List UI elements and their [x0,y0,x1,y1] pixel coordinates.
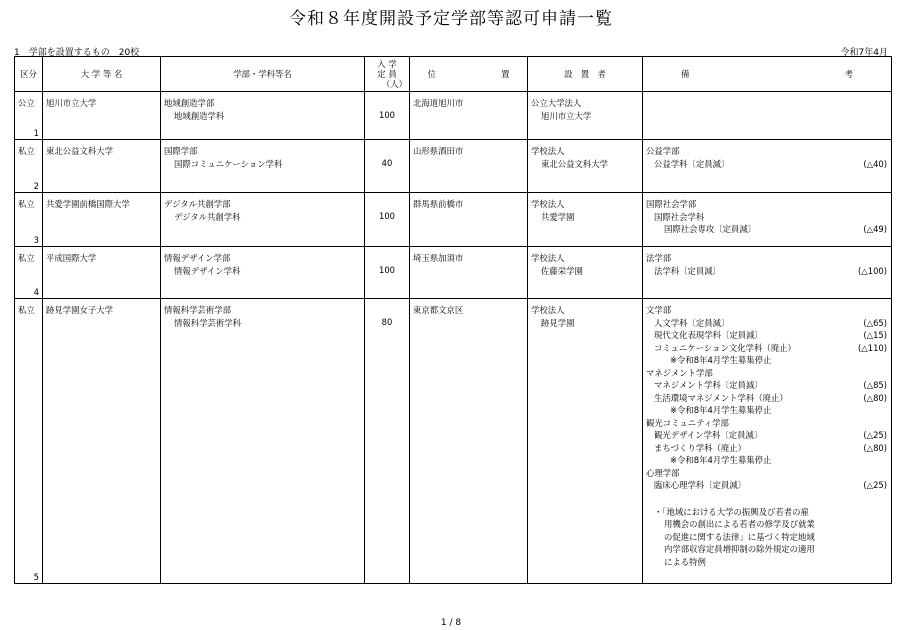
department-name: デジタル共創学科 [174,211,241,222]
row-number: 4 [33,287,39,297]
note-text: 文学部 [646,305,672,315]
note-text: ※令和8年4月学生募集停止 [670,405,772,415]
kubun-cell [15,193,43,247]
bullet-line: 用機会の創出による若者の修学及び就業 [664,519,815,529]
faculty-cell [161,299,365,584]
kubun-label: 私立 [18,199,35,209]
row-number: 1 [33,128,39,138]
university-name: 東北公益文科大学 [46,146,113,156]
note-value: (△15) [863,330,887,340]
department-name: 地域創造学科 [174,110,225,121]
location-cell [410,247,528,299]
location-text: 山形県酒田市 [413,146,464,156]
kubun-label: 私立 [18,305,35,315]
location-cell [410,140,528,193]
notes-cell [643,92,892,140]
capacity-value: 100 [379,211,395,221]
establisher-cell [528,299,643,584]
table-row [15,193,892,247]
kubun-cell [15,299,43,584]
note-line [646,417,887,430]
notes-cell [643,140,892,193]
section-heading: 1 学部を設置するもの 20校 [14,48,140,58]
header-capacity-unit: （人） [381,79,407,89]
capacity-cell [365,193,410,247]
kubun-cell [15,92,43,140]
note-text: 法学部 [646,253,672,263]
establisher-cell [528,247,643,299]
university-cell [43,92,161,140]
table-row [15,247,892,299]
note-value: (△40) [863,158,887,169]
establisher-name: 旭川市立大学 [541,110,592,121]
location-cell [410,193,528,247]
note-text: 公益学科〔定員減〕 [654,158,730,169]
bullet-line: 内学部収容定員増抑制の除外規定の適用 [664,544,815,554]
note-line [646,442,887,455]
header-capacity-top: 入 学 [377,59,397,69]
capacity-cell [365,92,410,140]
note-text: 臨床心理学科〔定員減〕 [654,480,747,490]
table-row [15,140,892,193]
header-capacity [365,57,410,92]
note-value: (△80) [863,392,887,403]
note-text: 法学科〔定員減〕 [654,265,721,276]
notes-cell [643,299,892,584]
establisher-type: 公立大学法人 [531,98,582,108]
note-value: (△65) [863,317,887,328]
table-row [15,299,892,584]
header-location-a: 位 [427,69,436,79]
university-name: 旭川市立大学 [46,98,97,108]
header-university: 大 学 等 名 [43,57,161,92]
bullet-line: の促進に関する法律」に基づく特定地域 [664,531,815,542]
header-location [410,57,528,92]
table-row [15,92,892,140]
location-text: 群馬県前橋市 [413,199,464,209]
kubun-label: 私立 [18,146,35,156]
university-name: 跡見学園女子大学 [46,305,113,315]
note-line [646,198,887,211]
note-line [646,367,887,380]
note-bullet [646,506,887,569]
faculty-cell [161,193,365,247]
university-cell [43,299,161,584]
establisher-type: 学校法人 [531,146,565,156]
capacity-cell [365,299,410,584]
header-notes-b: 考 [844,69,854,79]
faculty-name: デジタル共創学部 [164,199,231,209]
capacity-value: 40 [381,158,393,168]
university-cell [43,193,161,247]
note-line [646,342,887,355]
kubun-cell [15,247,43,299]
note-text: 国際社会専攻〔定員減〕 [664,224,757,234]
header-location-b: 置 [501,69,510,79]
capacity-value: 100 [379,265,395,275]
note-line [646,252,887,265]
department-name: 国際コミュニケーション学科 [174,158,283,169]
note-text: ※令和8年4月学生募集停止 [670,455,772,465]
header-notes-a: 備 [680,69,690,79]
row-number: 2 [33,181,39,191]
note-line [646,454,887,467]
note-text: 心理学部 [646,467,680,478]
establisher-type: 学校法人 [531,253,565,263]
document-date: 令和7年4月 [840,48,888,58]
note-text: 人文学科〔定員減〕 [654,317,730,328]
note-text: 観光コミュニティ学部 [646,417,729,428]
note-text: ※令和8年4月学生募集停止 [670,355,772,365]
note-line [646,467,887,480]
capacity-cell [365,247,410,299]
location-cell [410,92,528,140]
establisher-cell [528,92,643,140]
note-line [646,265,887,278]
note-line [646,429,887,442]
note-value: (△49) [863,224,887,234]
location-cell [410,299,528,584]
note-text: 国際社会学科 [654,211,705,222]
note-line [646,317,887,330]
university-name: 共愛学園前橋国際大学 [46,199,130,209]
note-value: (△85) [863,380,887,390]
establisher-cell [528,193,643,247]
header-kubun: 区分 [15,57,43,92]
note-line [646,354,887,367]
establisher-name: 佐藤栄学園 [541,265,583,276]
faculty-cell [161,247,365,299]
faculty-cell [161,140,365,193]
bullet-line: ・「地域における大学の振興及び若者の雇 [654,506,809,517]
notes-cell [643,193,892,247]
establisher-name: 共愛学園 [541,211,575,222]
note-value: (△25) [863,430,887,440]
capacity-value: 80 [381,317,393,327]
location-text: 東京都文京区 [413,305,464,315]
department-name: 情報科学芸術学科 [174,317,241,328]
note-line [646,329,887,342]
note-text: 現代文化表現学科〔定員減〕 [654,330,763,340]
notes-cell [643,247,892,299]
establisher-cell [528,140,643,193]
note-line [646,379,887,392]
location-text: 埼玉県加須市 [413,253,464,263]
note-value: (△110) [858,342,887,353]
note-value: (△80) [863,442,887,453]
note-value: (△25) [863,480,887,490]
note-value: (△100) [858,265,887,276]
row-number: 3 [33,235,39,245]
faculty-name: 国際学部 [164,146,198,156]
capacity-value: 100 [379,110,395,120]
page-title: 令和８年度開設予定学部等認可申請一覧 [289,9,613,29]
note-text: 生活環境マネジメント学科（廃止） [654,392,788,403]
note-text: まちづくり学科（廃止） [654,442,747,453]
note-line [646,223,887,236]
table-header-row [15,57,892,92]
kubun-label: 私立 [18,253,35,263]
establisher-name: 東北公益文科大学 [541,158,608,169]
note-text: コミュニケーション文化学科（廃止） [654,342,796,353]
faculty-name: 情報デザイン学部 [164,253,231,263]
header-notes [643,57,892,92]
header-establisher: 設 置 者 [528,57,643,92]
note-line [646,404,887,417]
note-line [646,158,887,171]
establisher-name: 跡見学園 [541,317,575,328]
header-capacity-mid: 定 員 [377,69,397,79]
application-table [14,56,892,584]
header-faculty: 学部・学科等名 [161,57,365,92]
note-line [646,211,887,224]
note-text: 観光デザイン学科〔定員減〕 [654,430,763,440]
faculty-name: 情報科学芸術学部 [164,305,231,315]
university-name: 平成国際大学 [46,253,97,263]
note-line [646,392,887,405]
bullet-line: による特例 [664,556,706,567]
note-text: マネジメント学部 [646,367,713,378]
location-text: 北海道旭川市 [413,98,464,108]
kubun-label: 公立 [18,98,35,108]
note-line [646,479,887,492]
faculty-name: 地域創造学部 [164,98,215,108]
faculty-cell [161,92,365,140]
page-number: 1 / 8 [440,618,462,628]
capacity-cell [365,140,410,193]
note-text: 公益学部 [646,146,680,156]
note-line [646,304,887,317]
department-name: 情報デザイン学科 [174,265,241,276]
kubun-cell [15,140,43,193]
establisher-type: 学校法人 [531,305,565,315]
note-text: 国際社会学部 [646,199,697,209]
row-number: 5 [33,572,39,582]
note-text: マネジメント学科〔定員減〕 [654,380,763,390]
university-cell [43,247,161,299]
establisher-type: 学校法人 [531,199,565,209]
university-cell [43,140,161,193]
note-line [646,145,887,158]
